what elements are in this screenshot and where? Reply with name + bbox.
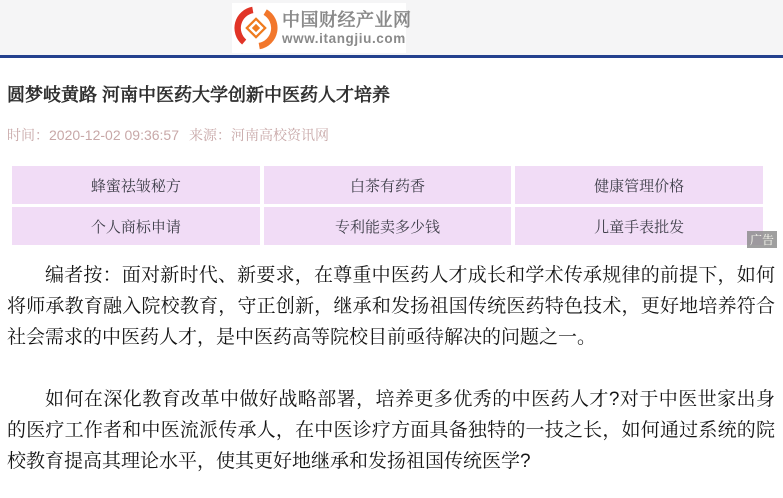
meta-source-value: 河南高校资讯网 (231, 127, 329, 143)
article-title: 圆梦岐黄路 河南中医药大学创新中医药人才培养 (7, 85, 390, 105)
ad-link-personal-trademark[interactable]: 个人商标申请 (12, 207, 260, 245)
ad-links-grid (12, 166, 763, 245)
site-logo[interactable] (232, 3, 412, 53)
article-paragraph-1: 编者按：面对新时代、新要求，在尊重中医药人才成长和学术传承规律的前提下，如何将师承教育融入院校教育，守正创新，继承和发扬祖国传统医药特色技术，更好地培养符合社会需求的中医药人才，是中医药高等院校目前亟待解决的问题之一。 (7, 265, 775, 348)
article-page (0, 85, 783, 477)
meta-time-value: 2020-12-02 09:36:57 (49, 127, 179, 143)
ad-link-white-tea[interactable]: 白茶有药香 (264, 166, 512, 204)
meta-source-label: 来源： (189, 127, 231, 143)
article-meta (7, 127, 775, 143)
ad-link-health-management[interactable]: 健康管理价格 (515, 166, 763, 204)
ad-badge: 广告 (747, 231, 777, 248)
meta-time-label: 时间： (7, 127, 49, 143)
article-paragraph-2: 如何在深化教育改革中做好战略部署，培养更多优秀的中医药人才?对于中医世家出身的医疗工作者和中医流派传承人，在中医诊疗方面具备独特的一技之长，如何通过系统的院校教育提高其理论水平，使其更好地继承和发扬祖国传统医学? (7, 389, 775, 472)
ad-link-kids-watch[interactable]: 儿童手表批发 (515, 207, 763, 245)
site-name: 中国财经产业网 (282, 9, 412, 30)
site-url: www.itangjiu.com (282, 30, 406, 46)
article-body (7, 260, 775, 477)
ad-link-honey-wrinkle[interactable]: 蜂蜜祛皱秘方 (12, 166, 260, 204)
brand-swoosh-diamond-icon (234, 6, 278, 50)
site-header (0, 0, 783, 58)
ad-links-block (12, 166, 774, 247)
ad-link-patent-sell[interactable]: 专利能卖多少钱 (264, 207, 512, 245)
site-logo-text (282, 11, 412, 46)
